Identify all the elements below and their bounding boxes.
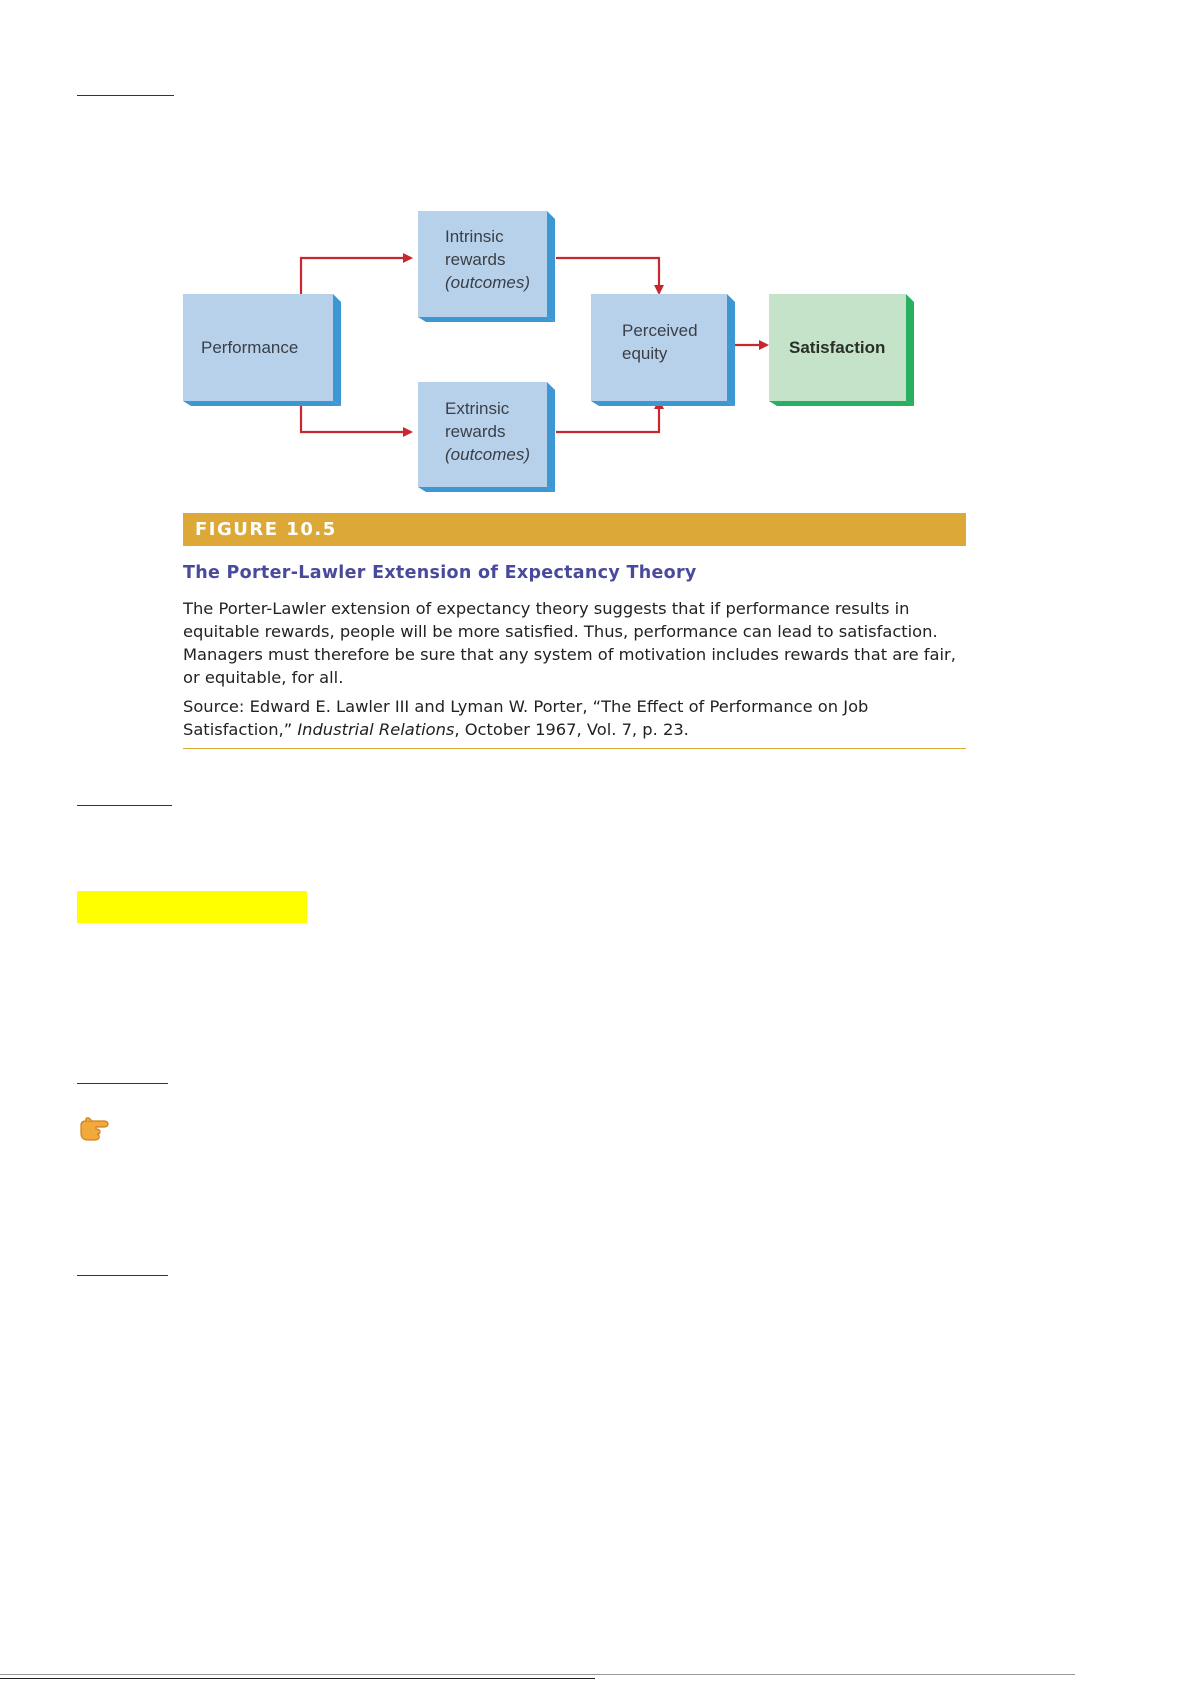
equity-label-line2: equity (622, 344, 668, 363)
heading-underline-1 (77, 95, 174, 96)
extrinsic-rewards-box (418, 382, 555, 492)
satisfaction-label: Satisfaction (789, 338, 886, 357)
intrinsic-label-line1: Intrinsic (445, 227, 504, 246)
performance-label: Performance (201, 338, 299, 357)
figure-label-banner: FIGURE 10.5 (183, 513, 966, 546)
source-suffix: , October 1967, Vol. 7, p. 23. (454, 720, 689, 739)
performance-box (183, 294, 341, 406)
figure-bottom-rule (183, 748, 966, 749)
figure-source (183, 695, 973, 741)
footer-rule-short (0, 1678, 595, 1679)
heading-underline-4 (77, 1275, 168, 1276)
source-journal: Industrial Relations (297, 720, 455, 739)
porter-lawler-diagram (183, 205, 967, 497)
intrinsic-label-line2: rewards (445, 250, 506, 269)
figure-title: The Porter-Lawler Extension of Expectancy Theory (183, 563, 697, 583)
figure-caption: The Porter-Lawler extension of expectancy theory suggests that if performance results in equitable rewards, people will be more satisfied. Thus, performance can lead to satisfaction. Managers must therefore be sure that any system of motivation includes rewards that are fair, or equitable, for all. (183, 599, 956, 687)
intrinsic-label-line3: (outcomes) (445, 273, 531, 292)
heading-underline-2 (77, 805, 172, 806)
extrinsic-label-line1: Extrinsic (445, 399, 510, 418)
footer-rule (0, 1674, 1075, 1675)
heading-underline-3 (77, 1083, 168, 1084)
satisfaction-box (769, 294, 914, 406)
intrinsic-rewards-box (418, 211, 555, 322)
arrow-intrinsic-to-equity (556, 258, 659, 293)
extrinsic-label-line3: (outcomes) (445, 445, 531, 464)
figure-10-5 (183, 205, 967, 750)
perceived-equity-box (591, 294, 735, 406)
equity-label-line1: Perceived (622, 321, 698, 340)
source-prefix: Source: Edward E. Lawler III and Lyman W. Porter, “The Effect of Performance on Job Satisfaction,” (183, 697, 869, 739)
highlighted-blank (77, 891, 307, 923)
arrow-performance-to-intrinsic (301, 258, 411, 294)
extrinsic-label-line2: rewards (445, 422, 506, 441)
backhand-index-pointing-right-icon (78, 1113, 112, 1143)
